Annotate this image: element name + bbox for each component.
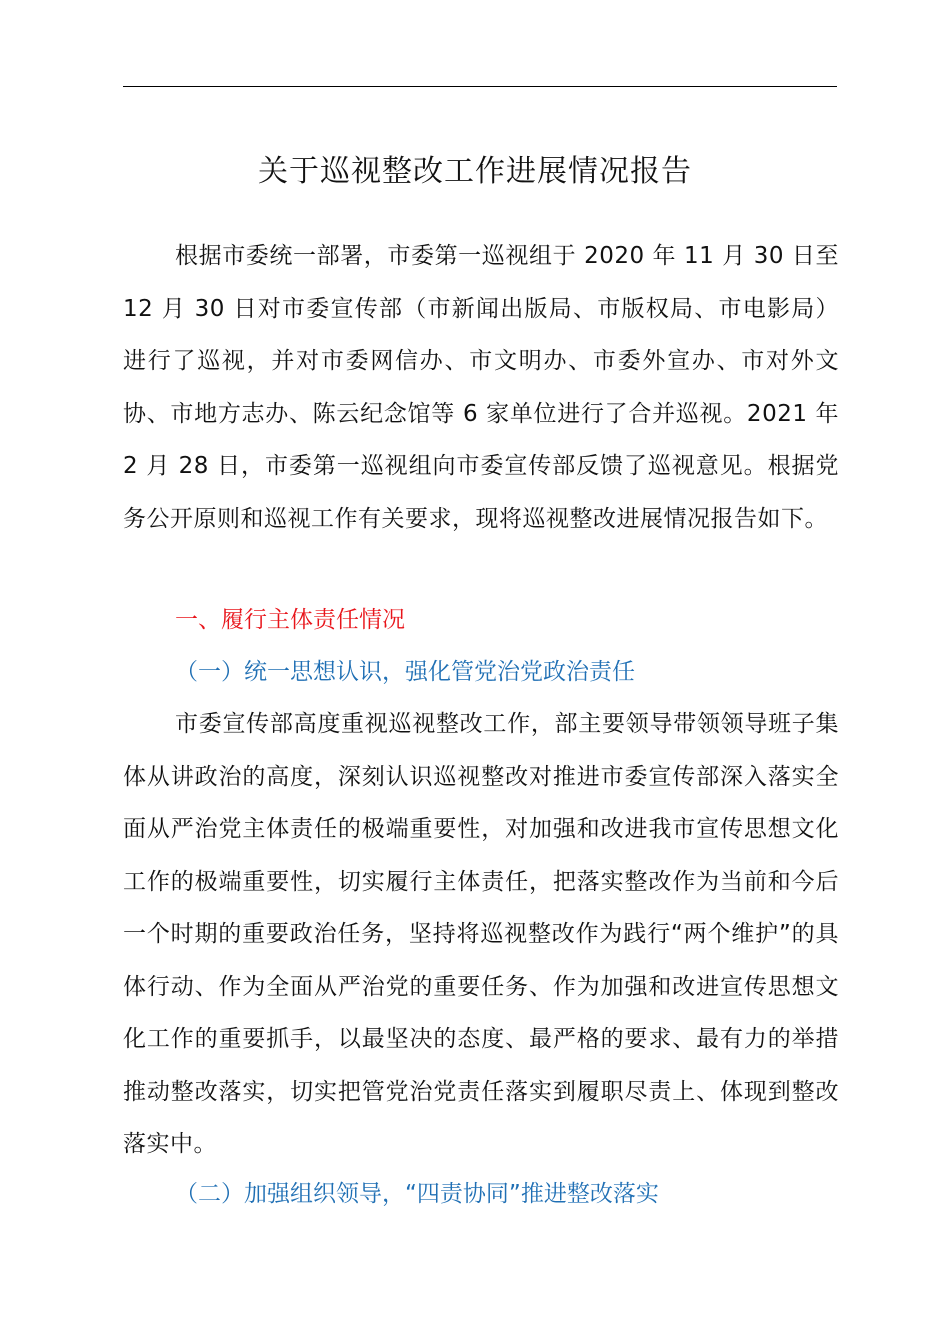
subsection-heading-2: （二）加强组织领导，“四责协同”推进整改落实 [175,1181,659,1207]
body-paragraph: 市委宣传部高度重视巡视整改工作，部主要领导带领领导班子集体从讲政治的高度，深刻认识巡视整改对推进市委宣传部深入落实全面从严治党主体责任的极端重要性，对加强和改进我市宣传思想文化工作的极端重要性，切实履行主体责任，把落实整改作为当前和今后一个时期的重要政治任务，坚持将巡视整改作为践行“两个维护”的具体行动、作为全面从严治党的重要任务、作为加强和改进宣传思想文化工作的重要抓手，以最坚决的态度、最严格的要求、最有力的举措推动整改落实，切实把管党治党责任落实到履职尽责上、体现到整改落实中。 [123,711,839,1157]
intro-paragraph: 根据市委统一部署，市委第一巡视组于 2020 年 11 月 30 日至 12 月 30 日对市委宣传部（市新闻出版局、市版权局、市电影局）进行了巡视，并对市委网信办、市文明办、市委外宣办、市对外文协、市地方志办、陈云纪念馆等 6 家单位进行了合并巡视。2021 年 2 月 28 日，市委第一巡视组向市委宣传部反馈了巡视意见。根据党务公开原则和巡视工作有关要求，现将巡视整改进展情况报告如下。 [123,243,839,532]
section-heading: 一、履行主体责任情况 [175,607,405,633]
subsection-heading: （一）统一思想认识，强化管党治党政治责任 [175,659,635,685]
document-title: 关于巡视整改工作进展情况报告 [258,154,692,189]
header-rule [123,86,837,87]
